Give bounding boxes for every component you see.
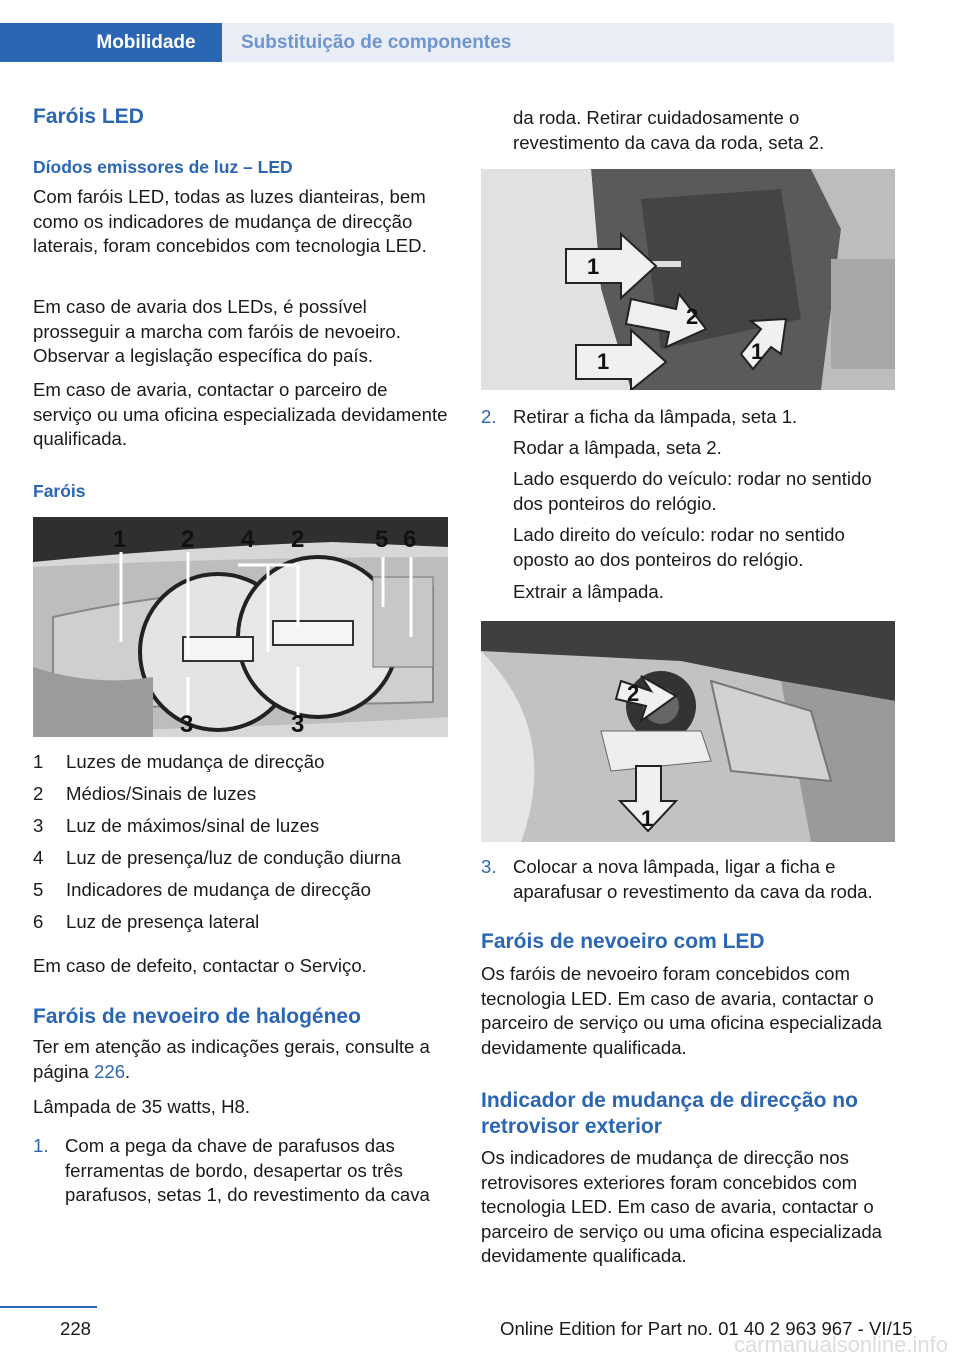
- page-header: [0, 0, 960, 62]
- step-2-line: Rodar a lâmpada, seta 2.: [513, 437, 722, 458]
- step-2-line: Lado esquerdo do veículo: rodar no sentido dos ponteiros do relógio.: [513, 468, 872, 514]
- paragraph-led-intro: Com faróis LED, todas as luzes dianteiras, bem como os indicadores de mudança de direcção laterais, foram concebidos com tecnologia LED.: [33, 186, 427, 256]
- watermark: carmanualsonline.info: [733, 1332, 948, 1357]
- section-title-nevoeiro-led: Faróis de nevoeiro com LED: [481, 930, 765, 953]
- wheel-arch-illustration: [481, 169, 895, 390]
- fig1-label-3: 3: [180, 711, 194, 737]
- legend-number: 5: [33, 879, 44, 900]
- fig1-label-1: 1: [113, 526, 127, 553]
- fig3-label-1: 1: [641, 806, 654, 831]
- fog-lamp-illustration: [481, 621, 895, 842]
- fig2-label-1b: 1: [597, 349, 610, 374]
- headlight-illustration: [33, 517, 448, 737]
- wheel-arch-figure: [481, 169, 895, 390]
- tab-mobilidade[interactable]: Mobilidade: [0, 23, 222, 62]
- legend-number: 3: [33, 815, 44, 836]
- legend-text: Luz de máximos/sinal de luzes: [66, 815, 320, 836]
- fig3-label-2: 2: [627, 681, 640, 706]
- step-number: 3.: [481, 856, 497, 877]
- legend-item: [33, 814, 449, 846]
- fig2-label-2: 2: [686, 304, 699, 329]
- fig1-label-6: 6: [403, 526, 417, 553]
- fig1-label-2: 2: [181, 526, 195, 553]
- paragraph-contactar: Em caso de avaria, contactar o parceiro de serviço ou uma oficina especializada devidamente qualificada.: [33, 379, 448, 449]
- fig1-label-4: 4: [241, 526, 255, 553]
- legend-number: 2: [33, 783, 44, 804]
- paragraph-led-avaria: Em caso de avaria dos LEDs, é possível prosseguir a marcha com faróis de nevoeiro. Observar a legislação específica do país.: [33, 296, 401, 366]
- legend-text: Luzes de mudança de direcção: [66, 751, 325, 772]
- fig2-label-1: 1: [587, 254, 600, 279]
- step-text: Com a pega da chave de parafusos das ferramentas de bordo, desapertar os três parafusos, setas 1, do revestimento da cava: [65, 1135, 430, 1205]
- fog-lamp-figure: [481, 621, 895, 842]
- footer-divider: [0, 1306, 97, 1308]
- section-title-retrovisor: Indicador de mudança de direcção no retrovisor exterior: [481, 1089, 858, 1138]
- step-number: 1.: [33, 1135, 49, 1156]
- paragraph-retrovisor: Os indicadores de mudança de direcção nos retrovisores exteriores foram concebidos com tecnologia LED. Em caso de avaria, contactar o parceiro de serviço ou uma oficina especializada devidamente qualificada.: [481, 1147, 883, 1266]
- legend-text: Luz de presença lateral: [66, 911, 260, 932]
- step-2-line: Lado direito do veículo: rodar no sentido oposto ao dos ponteiros do relógio.: [513, 524, 845, 570]
- step-2-line: Extrair a lâmpada.: [513, 581, 664, 602]
- legend-item: [33, 910, 449, 942]
- legend-number: 4: [33, 847, 44, 868]
- section-title-farois-led: Faróis LED: [33, 105, 144, 128]
- legend-item: [33, 750, 449, 782]
- legend-text: Médios/Sinais de luzes: [66, 783, 257, 804]
- fig1-label-3b: 3: [291, 711, 305, 737]
- fig1-label-5: 5: [375, 526, 389, 553]
- indicacoes-text: Ter em atenção as indicações gerais, consulte a página: [33, 1036, 430, 1082]
- paragraph-nevoeiro-led: Os faróis de nevoeiro foram concebidos com tecnologia LED. Em caso de avaria, contactar o parceiro de serviço ou uma oficina especializada devidamente qualificada.: [481, 963, 883, 1058]
- legend-number: 6: [33, 911, 44, 932]
- paragraph-lampada: Lâmpada de 35 watts, H8.: [33, 1096, 251, 1117]
- step-3: [481, 855, 895, 904]
- legend-item: [33, 846, 449, 878]
- step-2-line: Retirar a ficha da lâmpada, seta 1.: [513, 406, 798, 427]
- section-title-halogeneo: Faróis de nevoeiro de halogéneo: [33, 1005, 361, 1028]
- headlight-figure: [33, 517, 448, 737]
- legend-item: [33, 782, 449, 814]
- paragraph-indicacoes: [33, 1035, 449, 1084]
- legend-number: 1: [33, 751, 44, 772]
- paragraph-defeito: Em caso de defeito, contactar o Serviço.: [33, 955, 367, 976]
- legend-text: Indicadores de mudança de direcção: [66, 879, 371, 900]
- step-number: 2.: [481, 406, 497, 427]
- legend-item: [33, 878, 449, 910]
- step-text: Colocar a nova lâmpada, ligar a ficha e aparafusar o revestimento da cava da roda.: [513, 856, 873, 902]
- tab-substituicao-componentes[interactable]: Substituição de componentes: [222, 23, 894, 62]
- page-link-226[interactable]: 226: [94, 1060, 126, 1082]
- fig1-label-2b: 2: [291, 526, 305, 553]
- subtitle-diodos: Díodos emissores de luz – LED: [33, 157, 293, 177]
- page-number: 228: [60, 1318, 92, 1339]
- edition-text: Online Edition for Part no. 01 40 2 963 967 - VI/15: [500, 1318, 913, 1339]
- step-1: [33, 1134, 449, 1208]
- fig2-label-1c: 1: [751, 339, 764, 364]
- step-1-continuation: da roda. Retirar cuidadosamente o revestimento da cava da roda, seta 2.: [513, 107, 825, 153]
- subtitle-farois: Faróis: [33, 481, 86, 501]
- legend-text: Luz de presença/luz de condução diurna: [66, 847, 401, 868]
- indicacoes-end: .: [125, 1060, 131, 1082]
